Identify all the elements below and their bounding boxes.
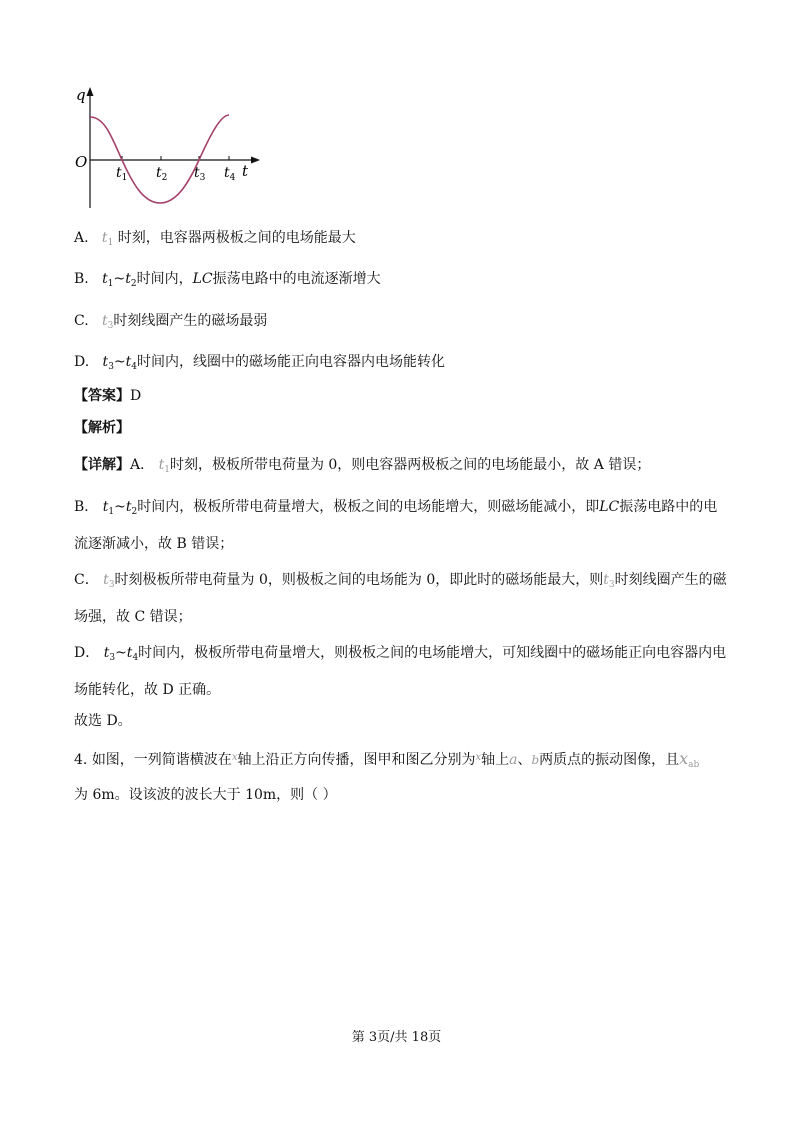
option-c: C. $t_3$时刻线圈产生的磁场最弱 — [74, 313, 268, 331]
option-d: D. $t_3\sim t_4$时间内，线圈中的磁场能正向电容器内电场能转化 — [74, 354, 446, 372]
tick-label-t2: $t_2$ — [156, 165, 168, 183]
detail-b-line2: 流逐渐减小，故 B 错误； — [74, 536, 234, 552]
t-axis-label: t — [242, 162, 249, 180]
tick-label-t1: $t_1$ — [116, 165, 128, 183]
page-footer: 第 3页/共 18页 — [351, 1030, 442, 1045]
question-4-line1: 4. 如图，一列简谐横波在$^x$轴上沿正方向传播，图甲和图乙分别为$^x$轴上a、b两质点的振动图像，且$x_{ab}$ — [74, 749, 700, 770]
q-t-graph — [70, 83, 270, 213]
tick-label-t3: $t_3$ — [194, 165, 206, 183]
detail-b-line1: B． $t_1\sim t_2$时间内，极板所带电荷量增大，极板之间的电场能增大，则磁场能减小，即LC振荡电路中的电 — [74, 499, 718, 517]
detail-c-line2: 场强，故 C 错误； — [74, 609, 192, 625]
q-axis-arrow — [87, 87, 94, 96]
symbol-t1: $t_1$ — [101, 230, 114, 248]
origin-label: O — [75, 153, 88, 171]
question-4-line2: 为 6m。设该波的波长大于 10m，则（ ） — [74, 787, 337, 803]
option-a: A. $t_1$ 时刻，电容器两极板之间的电场能最大 — [74, 230, 356, 248]
t-axis-arrow — [251, 157, 260, 164]
q-axis-label: q — [76, 86, 86, 104]
detail-d-line1: D． $t_3\sim t_4$时间内，极板所带电荷量增大，则极板之间的电场能增大，可知线圈中的磁场能正向电容器内电 — [74, 645, 727, 663]
detail-c-line1: C． $t_3$时刻极板所带电荷量为 0，则极板之间的电场能为 0，即此时的磁场能最大，则$t_3$时刻线圈产生的磁 — [74, 572, 727, 590]
option-b: B. $t_1\sim t_2$时间内，LC振荡电路中的电流逐渐增大 — [74, 271, 381, 289]
conclusion: 故选 D。 — [74, 713, 132, 729]
answer-line: 【答案】D — [74, 388, 142, 404]
analysis-label: 【解析】 — [74, 420, 130, 436]
detail-a: 【详解】A． $t_1$时刻，极板所带电荷量为 0，则电容器两极板之间的电场能最小，故 A 错误； — [74, 457, 651, 475]
charge-curve — [90, 115, 229, 203]
detail-d-line2: 场能转化，故 D 正确。 — [74, 682, 221, 698]
tick-label-t4: $t_4$ — [224, 165, 236, 183]
